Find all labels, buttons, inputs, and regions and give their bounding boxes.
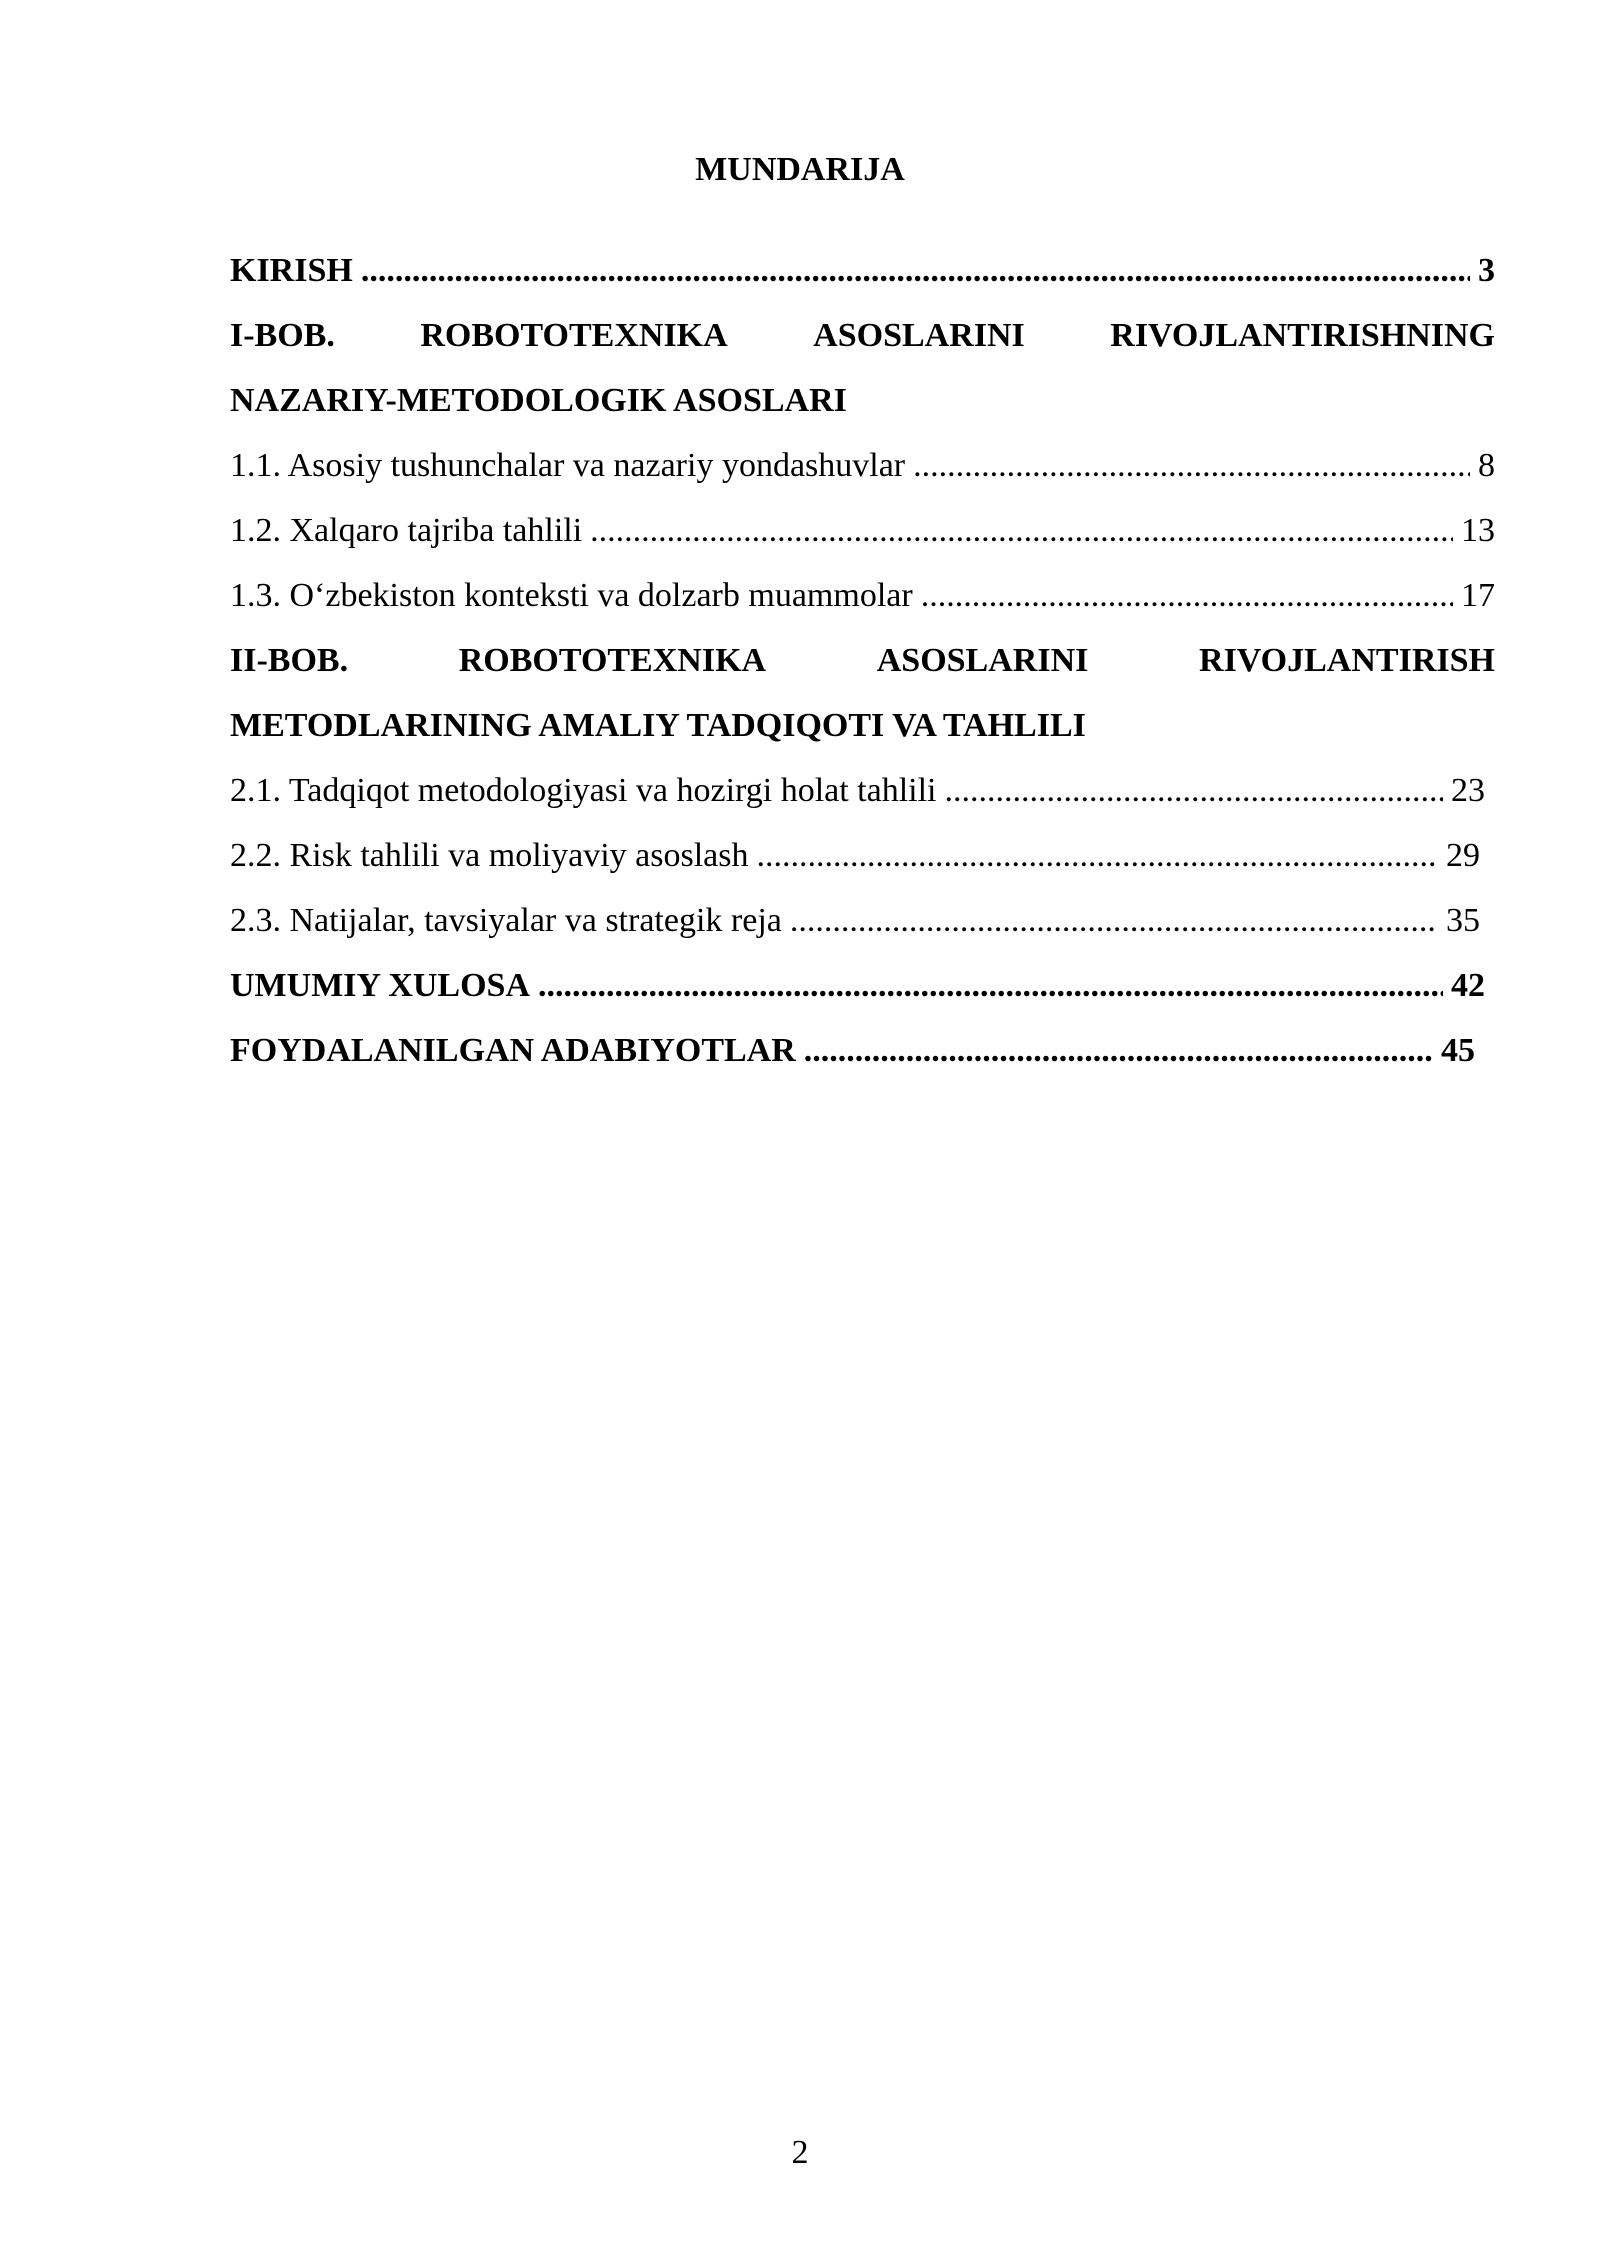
toc-chapter-1-word: RIVOJLANTIRISHNING: [1110, 317, 1495, 354]
toc-leader-dots: [790, 888, 1438, 953]
toc-leader-dots: [538, 953, 1443, 1018]
toc-entry-label: UMUMIY XULOSA: [230, 967, 531, 1004]
toc-leader-dots: [756, 823, 1438, 888]
toc-entry-1-2[interactable]: [230, 498, 1495, 563]
toc-entry-1-3[interactable]: [230, 563, 1495, 628]
toc-chapter-2-line2: METODLARINING AMALIY TADQIQOTI VA TAHLILI: [230, 707, 1086, 744]
toc-entry-label: 1.2. Xalqaro tajriba tahlili: [230, 512, 583, 549]
toc-chapter-2-word: II-BOB.: [230, 642, 349, 679]
toc-entry-page: 23: [1451, 772, 1485, 809]
toc-entry-label: FOYDALANILGAN ADABIYOTLAR: [230, 1032, 796, 1069]
toc-entry-label: 1.1. Asosiy tushunchalar va nazariy yondashuvlar: [230, 447, 906, 484]
toc-chapter-2-word: ROBOTOTEXNIKA: [458, 642, 767, 679]
toc-entry-2-3[interactable]: [230, 888, 1480, 953]
toc-chapter-1-line1: [230, 303, 1495, 368]
toc-entry-1-1[interactable]: [230, 433, 1495, 498]
toc-chapter-1-line2: NAZARIY-METODOLOGIK ASOSLARI: [230, 382, 847, 419]
toc-chapter-1[interactable]: [230, 303, 1495, 433]
toc-entry-page: 17: [1461, 577, 1495, 614]
page-number: 2: [791, 2134, 809, 2171]
toc-chapter-1-word: I-BOB.: [230, 317, 335, 354]
toc-entry-page: 13: [1461, 512, 1495, 549]
toc-entry-page: 29: [1446, 837, 1480, 874]
toc-entry-label: 2.2. Risk tahlili va moliyaviy asoslash: [230, 837, 749, 874]
table-of-contents: [230, 238, 1495, 1083]
toc-entry-kirish[interactable]: [230, 238, 1495, 303]
toc-entry-2-2[interactable]: [230, 823, 1480, 888]
toc-chapter-2-word: RIVOJLANTIRISH: [1199, 642, 1495, 679]
toc-entry-adabiyotlar[interactable]: [230, 1018, 1475, 1083]
toc-chapter-1-word: ROBOTOTEXNIKA: [420, 317, 728, 354]
toc-chapter-1-word: ASOSLARINI: [813, 317, 1025, 354]
toc-title: MUNDARIJA: [695, 151, 905, 188]
toc-entry-label: 2.3. Natijalar, tavsiyalar va strategik reja: [230, 902, 782, 939]
toc-entry-label: 2.1. Tadqiqot metodologiyasi va hozirgi holat tahlili: [230, 772, 937, 809]
toc-leader-dots: [913, 433, 1470, 498]
toc-entry-page: 8: [1478, 447, 1495, 484]
toc-entry-2-1[interactable]: [230, 758, 1485, 823]
toc-leader-dots: [590, 498, 1453, 563]
toc-leader-dots: [804, 1018, 1433, 1083]
toc-leader-dots: [945, 758, 1444, 823]
toc-entry-page: 3: [1478, 252, 1495, 289]
toc-chapter-2-word: ASOSLARINI: [876, 642, 1089, 679]
toc-leader-dots: [921, 563, 1453, 628]
toc-entry-xulosa[interactable]: [230, 953, 1485, 1018]
toc-chapter-2[interactable]: [230, 628, 1495, 758]
toc-entry-label: 1.3. O‘zbekiston konteksti va dolzarb muammolar: [230, 577, 913, 614]
toc-entry-page: 42: [1451, 967, 1485, 1004]
toc-chapter-2-line1: [230, 628, 1495, 693]
toc-leader-dots: [361, 238, 1470, 303]
toc-entry-page: 45: [1441, 1032, 1475, 1069]
toc-entry-page: 35: [1446, 902, 1480, 939]
toc-entry-label: KIRISH: [230, 252, 353, 289]
